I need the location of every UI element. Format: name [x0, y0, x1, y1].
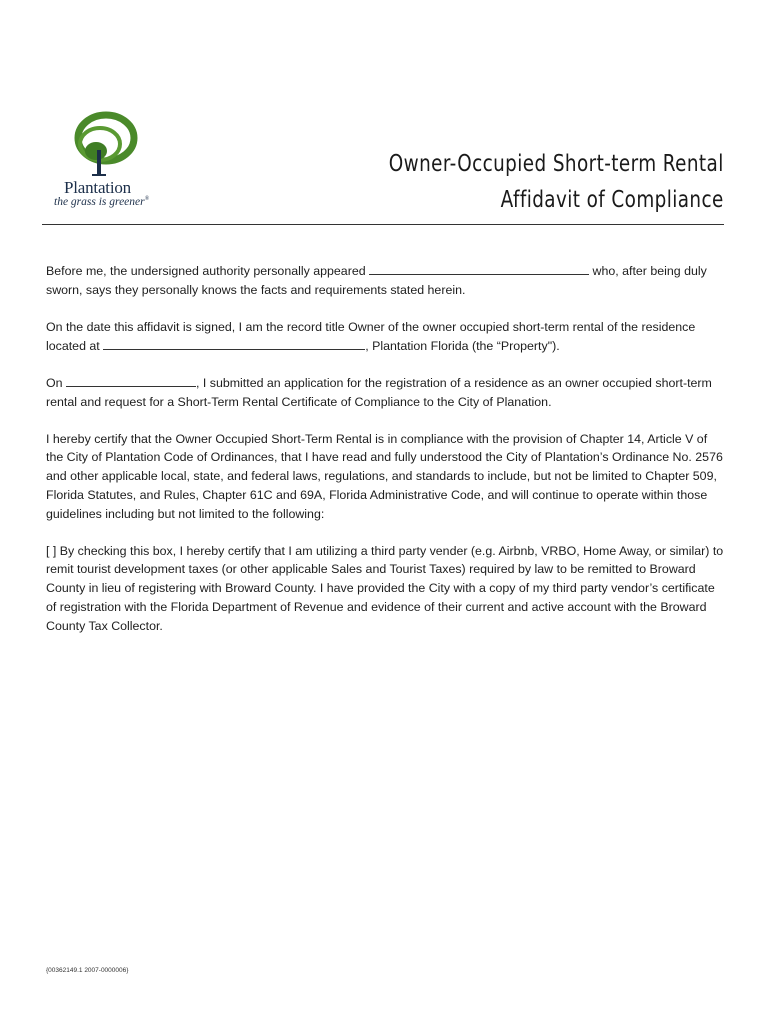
p3-text-b: , I submitted an application for the registration of a residence as an owner occupied short-term rental and request for a Short-Term Rental Certificate of Compliance to the City of Planation. [46, 375, 712, 409]
paragraph-application [46, 374, 726, 411]
logo-name: Plantation [64, 178, 131, 197]
address-blank-field[interactable] [103, 338, 365, 350]
logo-tagline-text: the grass is greener [54, 196, 145, 208]
paragraph-appearance [46, 262, 726, 299]
name-blank-field[interactable] [369, 263, 589, 275]
p5-text: By checking this box, I hereby certify that I am utilizing a third party vender (e.g. Airbnb, VRBO, Home Away, or similar) to remit tourist development taxes (or other applicable Sales and Tourist Taxes) required by law to be remitted to Broward County in lieu of registering with Broward County. I have provided the City with a copy of my third party vendor’s certificate of registration with the Florida Department of Revenue and evidence of their current and active account with the Broward County Tax Collector. [46, 543, 724, 633]
affidavit-body [46, 262, 726, 654]
document-id: {00362149.1 2007-0000006} [46, 967, 129, 974]
title-line-2: Affidavit of Compliance [500, 187, 724, 213]
p1-text-a: Before me, the undersigned authority personally appeared [46, 264, 370, 278]
tree-icon [62, 106, 142, 178]
third-party-checkbox[interactable]: [ ] [46, 543, 57, 558]
paragraph-third-party [46, 542, 726, 636]
logo-tagline [54, 196, 149, 208]
paragraph-certification: I hereby certify that the Owner Occupied Short-Term Rental is in compliance with the provision of Chapter 14, Article V of the City of Plantation Code of Ordinances, that I have read and fully understood the City of Plantation’s Ordinance No. 2576 and other applicable local, state, and federal laws, regulations, and standards to include, but not be limited to Chapter 509, Florida Statutes, and Rules, Chapter 61C and 69A, Florida Administrative Code, and will continue to operate within those guidelines including but not limited to the following: [46, 431, 723, 521]
p1-text-b: who, after being duly sworn, says they personally knows the facts and requirements stated herein. [46, 264, 707, 297]
p2-text-a: On the date this affidavit is signed, I am the record title Owner of the owner occupied short-term rental of the residence located at [46, 319, 696, 353]
p2-text-b: , Plantation Florida (the “Property"). [365, 338, 560, 353]
date-blank-field[interactable] [66, 375, 196, 387]
registered-mark: ® [144, 196, 150, 203]
title-line-1: Owner-Occupied Short-term Rental [389, 151, 724, 177]
page-title [389, 146, 724, 218]
paragraph-property [46, 318, 726, 355]
header-divider [42, 224, 724, 225]
p3-text-a: On [46, 375, 66, 390]
plantation-logo [50, 106, 160, 214]
